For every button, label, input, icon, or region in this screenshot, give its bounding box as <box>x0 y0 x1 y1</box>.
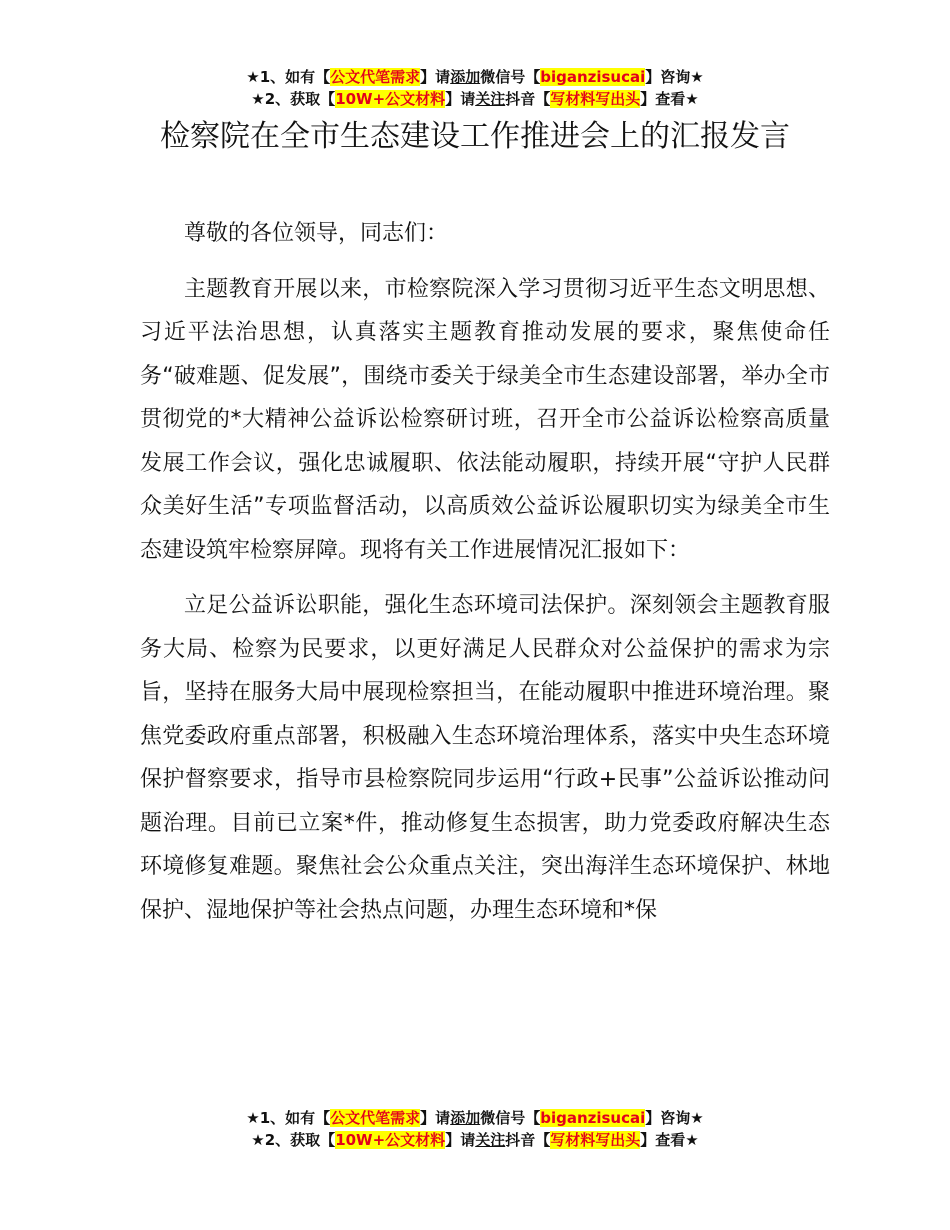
promo-text: 抖音【 <box>505 1131 551 1149</box>
promo-text: ★2、获取【 <box>251 1131 336 1149</box>
promo-text: ★1、如有【 <box>246 1109 331 1127</box>
promo-text: 】请 <box>420 1109 451 1127</box>
promo-highlight: 公文代笔需求 <box>330 1109 421 1127</box>
promo-text: 】请 <box>445 90 476 108</box>
promo-text: 】咨询★ <box>645 1109 704 1127</box>
promo-line-1 <box>0 66 950 88</box>
promo-footer <box>0 1107 950 1151</box>
promo-text: 】请 <box>445 1131 476 1149</box>
promo-underline: 添加 <box>450 1109 481 1127</box>
document-body <box>140 212 830 944</box>
promo-highlight: biganzisucai <box>540 1109 646 1127</box>
promo-highlight: 10W+公文材料 <box>335 90 446 108</box>
document-title: 检察院在全市生态建设工作推进会上的汇报发言 <box>160 119 790 154</box>
promo-highlight: 10W+公文材料 <box>335 1131 446 1149</box>
promo-highlight: 写材料写出头 <box>550 1131 641 1149</box>
promo-text: 微信号【 <box>480 1109 541 1127</box>
promo-text: ★2、获取【 <box>251 90 336 108</box>
promo-text: 】咨询★ <box>645 68 704 86</box>
promo-line-2 <box>0 1129 950 1151</box>
promo-underline: 关注 <box>475 1131 506 1149</box>
promo-highlight: 写材料写出头 <box>550 90 641 108</box>
body-paragraph: 立足公益诉讼职能，强化生态环境司法保护。深刻领会主题教育服务大局、检察为民要求，以更好满足人民群众对公益保护的需求为宗旨，坚持在服务大局中展现检察担当，在能动履职中推进环境治理。聚焦党委政府重点部署，积极融入生态环境治理体系，落实中央生态环境保护督察要求，指导市县检察院同步运用“行政+民事”公益诉讼推动问题治理。目前已立案*件，推动修复生态损害，助力党委政府解决生态环境修复难题。聚焦社会公众重点关注，突出海洋生态环境保护、林地保护、湿地保护等社会热点问题，办理生态环境和*保 <box>140 593 830 923</box>
body-paragraph: 主题教育开展以来，市检察院深入学习贯彻习近平生态文明思想、习近平法治思想，认真落实主题教育推动发展的要求，聚焦使命任务“破难题、促发展”，围绕市委关于绿美全市生态建设部署，举办全市贯彻党的*大精神公益诉讼检察研讨班，召开全市公益诉讼检察高质量发展工作会议，强化忠诚履职、依法能动履职，持续开展“守护人民群众美好生活”专项监督活动，以高质效公益诉讼履职切实为绿美全市生态建设筑牢检察屏障。现将有关工作进展情况汇报如下： <box>140 276 830 563</box>
promo-highlight: 公文代笔需求 <box>330 68 421 86</box>
promo-text: 】请 <box>420 68 451 86</box>
promo-text: 】查看★ <box>640 1131 699 1149</box>
promo-underline: 添加 <box>450 68 481 86</box>
promo-line-2 <box>0 88 950 110</box>
promo-text: ★1、如有【 <box>246 68 331 86</box>
salutation: 尊敬的各位领导，同志们： <box>184 221 449 246</box>
promo-highlight: biganzisucai <box>540 68 646 86</box>
promo-line-1 <box>0 1107 950 1129</box>
promo-underline: 关注 <box>475 90 506 108</box>
promo-text: 微信号【 <box>480 68 541 86</box>
promo-text: 】查看★ <box>640 90 699 108</box>
promo-header <box>0 66 950 110</box>
promo-text: 抖音【 <box>505 90 551 108</box>
